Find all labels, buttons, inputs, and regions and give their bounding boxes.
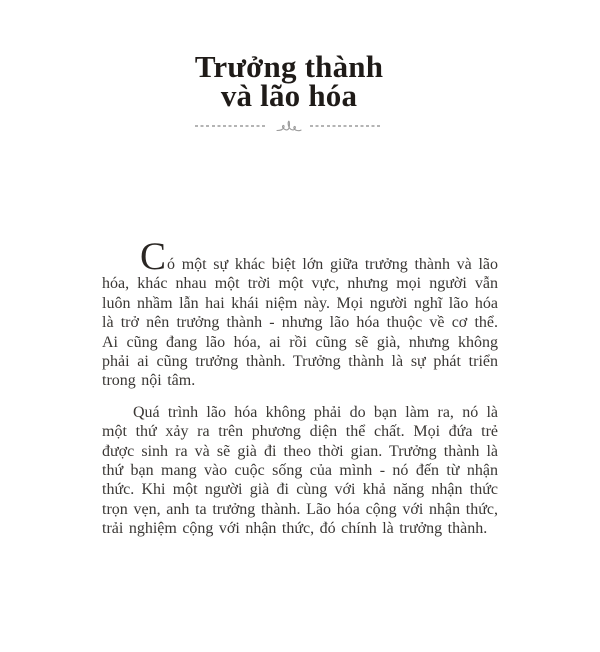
divider-dash-left	[195, 125, 268, 127]
title-divider	[0, 119, 589, 133]
paragraph-2: Quá trình lão hóa không phải do bạn làm ra, nó là một thứ xảy ra trên phương diện thể chất. Mọi đứa trẻ được sinh ra và sẽ già đi theo thời gian. Trưởng thành là thứ bạn mang vào cuộc sống của mình - nó đến từ nhận thức. Khi một người già đi cùng với khả năng nhận thức trọn vẹn, anh ta trưởng thành. Lão hóa cộng với nhận thức, trải nghiệm cộng với nhận thức, đó chính là trưởng thành.	[102, 403, 498, 538]
drop-cap: C	[140, 235, 168, 278]
chapter-title	[0, 49, 589, 113]
paragraph-1-text: ó một sự khác biệt lớn giữa trưởng thành và lão hóa, khác nhau một trời một vực, nhưng mọi người vẫn luôn nhầm lẫn hai khái niệm này. Mọi người nghĩ lão hóa là trở nên trưởng thành - nhưng lão hóa thuộc về cơ thể. Ai cũng đang lão hóa, ai rồi cũng sẽ già, nhưng không phải ai cũng trưởng thành. Trưởng thành là sự phát triển trong nội tâm.	[102, 256, 498, 390]
divider-dash-right	[310, 125, 383, 127]
chapter-body	[102, 235, 498, 539]
book-page	[0, 49, 600, 652]
chapter-title-line-1: Trưởng thành	[194, 49, 384, 84]
fleuron-flourish-icon	[276, 119, 302, 133]
paragraph-1	[102, 235, 498, 391]
chapter-title-line-2: và lão hóa	[220, 78, 358, 113]
